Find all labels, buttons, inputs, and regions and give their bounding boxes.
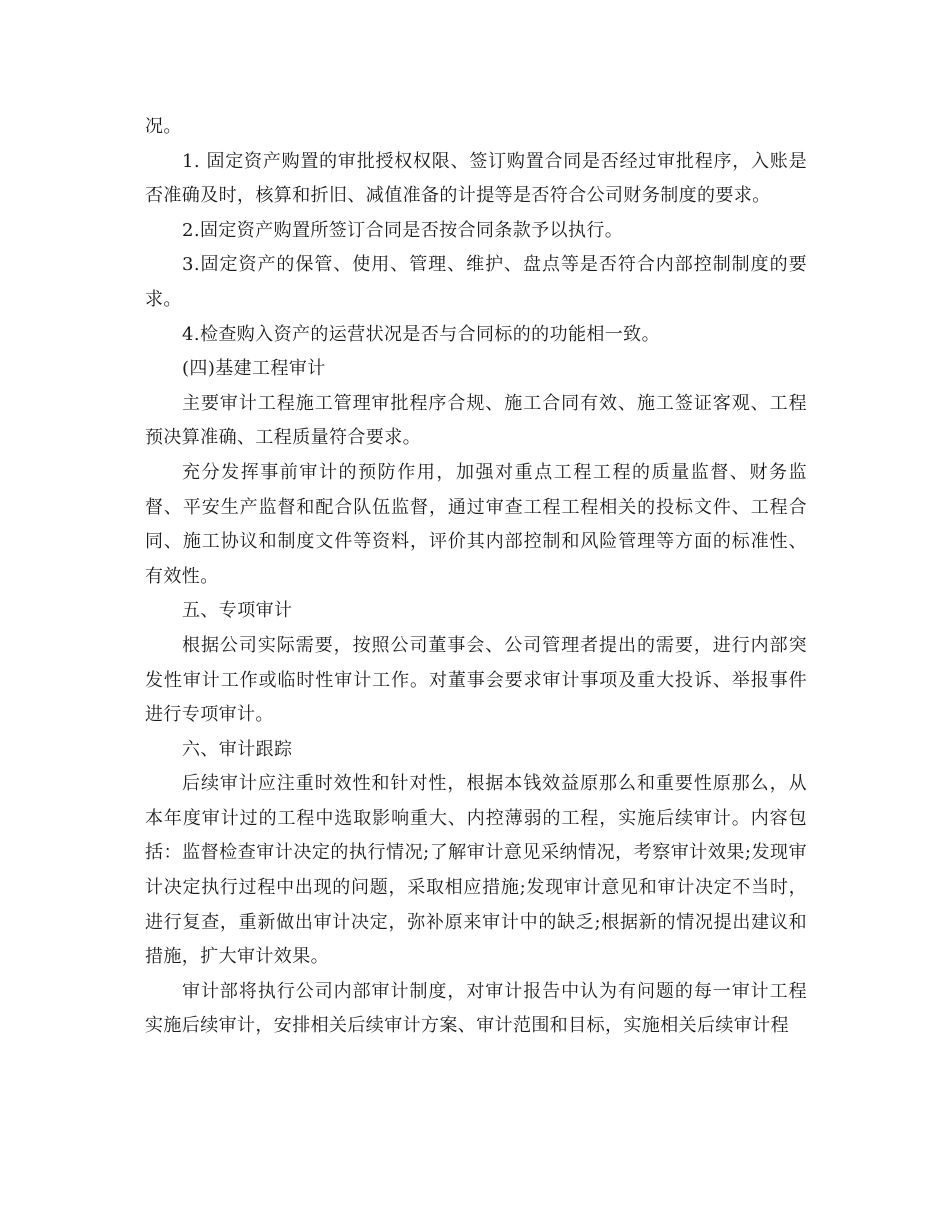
paragraph-item-1: 1. 固定资产购置的审批授权权限、签订购置合同是否经过审批程序，入账是否准确及时，核算和折旧、减值准备的计提等是否符合公司财务制度的要求。 (145, 150, 807, 207)
paragraph-special-audit: 根据公司实际需要，按照公司董事会、公司管理者提出的需要，进行内部突发性审计工作或临时性审计工作。对董事会要求审计事项及重大投诉、举报事件进行专项审计。 (145, 634, 807, 726)
section-heading-audit-tracking: 六、审计跟踪 (182, 738, 293, 760)
paragraph-audit-department: 审计部将执行公司内部审计制度，对审计报告中认为有问题的每一审计工程实施后续审计，安排相关后续审计方案、审计范围和目标，实施相关后续审计程 (145, 980, 807, 1037)
paragraph-item-3: 3.固定资产的保管、使用、管理、维护、盘点等是否符合内部控制制度的要求。 (145, 254, 807, 310)
paragraph-continuation: 况。 (145, 116, 182, 137)
paragraph-follow-up-audit: 后续审计应注重时效性和针对性，根据本钱效益原那么和重要性原那么，从本年度审计过的工程中选取影响重大、内控薄弱的工程，实施后续审计。内容包括：监督检查审计决定的执行情况;了解审计意见采纳情况，考察审计效果;发现审计决定执行过程中出现的问题，采取相应措施;发现审计意见和审计决定不当时，进行复查，重新做出审计决定，弥补原来审计中的缺乏;根据新的情况提出建议和措施，扩大审计效果。 (145, 773, 807, 968)
paragraph-item-4: 4.检查购入资产的运营状况是否与合同标的的功能相一致。 (182, 323, 660, 345)
paragraph-item-2: 2.固定资产购置所签订合同是否按合同条款予以执行。 (182, 219, 624, 241)
section-heading-special-audit: 五、专项审计 (182, 600, 293, 622)
document-body (145, 110, 807, 1044)
paragraph-infrastructure-prevention: 充分发挥事前审计的预防作用，加强对重点工程工程的质量监督、财务监督、平安生产监督和配合队伍监督，通过审查工程工程相关的投标文件、工程合同、施工协议和制度文件等资料，评价其内部控制和风险管理等方面的标准性、有效性。 (145, 461, 807, 587)
paragraph-infrastructure-scope: 主要审计工程施工管理审批程序合规、施工合同有效、施工签证客观、工程预决算准确、工程质量符合要求。 (145, 392, 807, 449)
section-heading-infrastructure-audit: (四)基建工程审计 (182, 358, 326, 380)
